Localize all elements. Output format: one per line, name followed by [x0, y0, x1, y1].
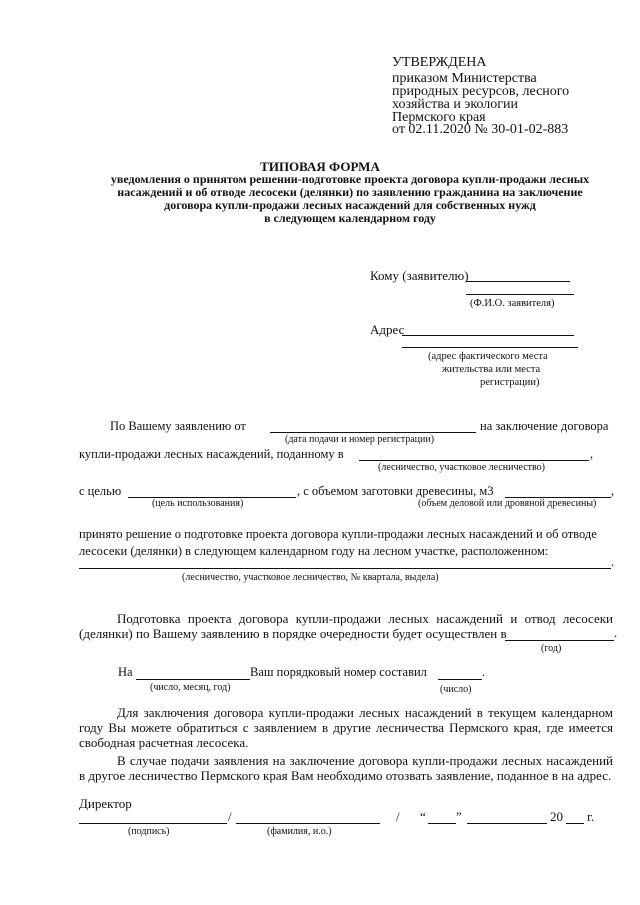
- address-caption: жительства или места: [442, 364, 541, 375]
- p3-start: с целью: [79, 484, 122, 498]
- quote-close: ”: [456, 809, 462, 824]
- p5-caption: (год): [541, 643, 562, 654]
- approval-line: от 02.11.2020 № 30-01-02-883: [392, 122, 569, 137]
- p5-text: Подготовка проекта договора купли-продажи лесных насаждений и отвод лесосеки (делянки) по Вашему заявлению в порядке очередности будет осуществлен в: [79, 611, 613, 641]
- approval-line: хозяйства и экологии: [392, 97, 519, 112]
- recipient-label: Кому (заявителю): [370, 268, 469, 283]
- queue-number-field[interactable]: [438, 679, 482, 680]
- approval-heading: УТВЕРЖДЕНА: [392, 55, 487, 70]
- p3-caption-right: (объем деловой или дровяной древесины): [418, 498, 597, 509]
- form-subtitle-line: насаждений и об отводе лесосеки (делянки) по заявлению гражданина на заключение: [117, 185, 583, 199]
- p2-start: купли-продажи лесных насаждений, поданному в: [79, 447, 344, 461]
- p4-line: принято решение о подготовке проекта договора купли-продажи лесных насаждений и об отводе: [79, 527, 597, 541]
- director-name-field[interactable]: [236, 823, 380, 824]
- form-subtitle-line: уведомления о принятом решении-подготовке проекта договора купли-продажи лесных: [110, 172, 590, 186]
- year-field[interactable]: [505, 640, 614, 641]
- p3-caption-left: (цель использования): [152, 498, 244, 509]
- signature-slash: /: [396, 809, 400, 824]
- p4-caption: (лесничество, участковое лесничество, № квартала, выдела): [182, 572, 439, 583]
- p3-end: ,: [611, 484, 615, 498]
- p6-caption-left: (число, месяц, год): [150, 682, 231, 693]
- quote-open: “: [420, 809, 426, 824]
- address-label: Адрес: [370, 322, 405, 337]
- p6-mid: Ваш порядковый номер составил: [250, 665, 427, 679]
- address-field[interactable]: [402, 335, 574, 336]
- p1-end: на заключение договора: [480, 419, 609, 433]
- signature-slash: /: [228, 809, 232, 824]
- queue-date-field[interactable]: [136, 679, 250, 680]
- approval-line: приказом Министерства: [392, 71, 537, 86]
- month-field[interactable]: [467, 823, 547, 824]
- approval-line: Пермского края: [392, 110, 486, 125]
- name-caption: (фамилия, и.о.): [267, 826, 332, 837]
- recipient-name-field-2[interactable]: [466, 294, 574, 295]
- address-caption: (адрес фактического места: [428, 351, 548, 362]
- address-field-2[interactable]: [402, 347, 578, 348]
- p4-line: лесосеки (делянки) в следующем календарном году на лесном участке, расположенном:: [79, 544, 549, 558]
- p3-mid: , с объемом заготовки древесины, м3: [297, 484, 494, 498]
- year-suffix-field[interactable]: [566, 823, 584, 824]
- p8-text: В случае подачи заявления на заключение договора купли-продажи лесных насаждений в другое лесничество Пермского края Вам необходимо отозвать заявление, поданное в на адрес.: [79, 753, 613, 783]
- address-caption: регистрации): [480, 377, 540, 388]
- p7-text: Для заключения договора купли-продажи лесных насаждений в текущем календарном году Вы можете обратиться с заявлением в другие лесничества Пермского края, где имеется свободная расчетная лесосека.: [79, 705, 613, 750]
- signature-field[interactable]: [79, 823, 227, 824]
- sign-caption: (подпись): [128, 826, 170, 837]
- year-suffix: г.: [587, 809, 595, 824]
- p6-end: .: [482, 665, 486, 679]
- day-field[interactable]: [428, 823, 456, 824]
- year-prefix: 20: [550, 809, 563, 824]
- p1-start: По Вашему заявлению от: [110, 419, 246, 433]
- form-subtitle-line: договора купли-продажи лесных насаждений для собственных нужд: [164, 198, 536, 212]
- location-field[interactable]: [79, 568, 611, 569]
- form-subtitle-line: в следующем календарном году: [264, 211, 436, 225]
- p2-end: ,: [590, 447, 594, 461]
- form-title: ТИПОВАЯ ФОРМА: [260, 159, 380, 174]
- p2-caption: (лесничество, участковое лесничество): [378, 462, 545, 473]
- p5-end: .: [614, 626, 618, 640]
- forestry-field[interactable]: [359, 460, 589, 461]
- director-label: Директор: [79, 796, 132, 811]
- p1-caption: (дата подачи и номер регистрации): [285, 434, 435, 445]
- fio-caption: (Ф.И.О. заявителя): [470, 298, 555, 309]
- application-date-field[interactable]: [270, 432, 476, 433]
- p6-caption-right: (число): [440, 684, 472, 695]
- p4-end: .: [611, 555, 615, 569]
- p6-start: На: [118, 665, 133, 679]
- recipient-name-field[interactable]: [466, 281, 570, 282]
- approval-line: природных ресурсов, лесного: [392, 84, 570, 99]
